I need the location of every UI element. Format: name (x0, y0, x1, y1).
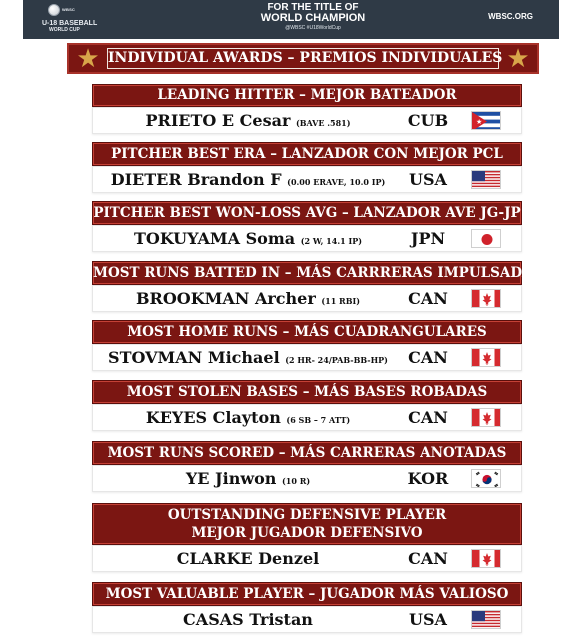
award-winner-row (92, 465, 522, 492)
logo-worldcup-text: WORLD CUP (49, 27, 80, 33)
player-stat: (2 W, 14.1 IP) (300, 236, 362, 246)
player-stat: (6 SB – 7 ATT) (286, 415, 351, 425)
star-icon: ★ (76, 44, 100, 74)
award-title (92, 84, 522, 107)
award-winner-row (92, 545, 522, 572)
award-title-text-2: MEJOR JUGADOR DEFENSIVO (191, 525, 423, 541)
player-name-text: PRIETO E Cesar (145, 111, 291, 130)
country-code: CUB (407, 111, 449, 130)
award-best-era (92, 142, 522, 193)
player-stat: (2 HR- 24/PAB-BB-HP) (285, 355, 388, 365)
player-name (93, 345, 403, 370)
award-most-home-runs (92, 320, 522, 371)
tagline-line-1: FOR THE TITLE OF (267, 2, 359, 13)
country-code: CAN (408, 289, 448, 308)
player-name-text: CLARKE Denzel (176, 549, 320, 568)
award-winner-row (92, 166, 522, 193)
award-outstanding-defensive (92, 503, 522, 572)
wbsc-u18-logo (39, 4, 119, 35)
player-name (93, 607, 403, 632)
award-title-text: LEADING HITTER – MEJOR BATEADOR (157, 87, 457, 103)
logo-u18-text: U-18 BASEBALL (42, 20, 98, 27)
player-name (93, 167, 403, 192)
player-name (93, 405, 403, 430)
award-winner-row (92, 225, 522, 252)
award-title (92, 503, 522, 545)
award-title (92, 441, 522, 465)
award-most-runs-scored (92, 441, 522, 492)
country-code: CAN (408, 348, 448, 367)
award-winner-row (92, 344, 522, 371)
award-winner-row (92, 285, 522, 312)
awards-title-band (67, 43, 539, 74)
award-most-stolen-bases (92, 380, 522, 431)
player-name-text: KEYES Clayton (145, 408, 281, 427)
award-title (92, 320, 522, 344)
usa-flag-icon (471, 170, 501, 189)
player-name-text: STOVMAN Michael (108, 348, 280, 367)
korea-flag-icon (471, 469, 501, 488)
country-code: USA (409, 610, 447, 629)
award-title-text: PITCHER BEST WON-LOSS AVG – LANZADOR AVE JG-JP (93, 205, 521, 221)
player-name-text: CASAS Tristan (183, 610, 313, 629)
award-leading-hitter (92, 84, 522, 134)
baseball-icon (48, 4, 60, 16)
player-name-text: DIETER Brandon F (110, 170, 282, 189)
award-title (92, 380, 522, 404)
canada-flag-icon (471, 289, 501, 308)
player-name (93, 286, 403, 311)
canada-flag-icon (471, 348, 501, 367)
cuba-flag-icon (471, 111, 501, 130)
award-title-text: MOST VALUABLE PLAYER – JUGADOR MÁS VALIOSO (105, 586, 509, 602)
award-title-text: MOST RUNS SCORED – MÁS CARRERAS ANOTADAS (107, 445, 507, 461)
canada-flag-icon (471, 549, 501, 568)
award-most-rbi (92, 261, 543, 312)
award-title-text: MOST RUNS BATTED IN – MÁS CARRRERAS IMPULSADAS (93, 265, 543, 281)
player-name (93, 226, 403, 251)
country-code: KOR (407, 469, 449, 488)
page-title: INDIVIDUAL AWARDS – PREMIOS INDIVIDUALES (107, 48, 499, 69)
country-code: CAN (408, 549, 448, 568)
award-best-won-loss (92, 201, 522, 252)
banner-tagline (243, 2, 383, 32)
usa-flag-icon (471, 610, 501, 629)
award-winner-row (92, 404, 522, 431)
award-title-text: OUTSTANDING DEFENSIVE PLAYER (167, 507, 447, 523)
player-name-text: YE Jinwon (185, 469, 277, 488)
award-title (92, 201, 522, 225)
country-code: CAN (408, 408, 448, 427)
player-stat: (10 R) (281, 476, 311, 486)
player-name-text: BROOKMAN Archer (136, 289, 316, 308)
award-winner-row (92, 606, 522, 633)
japan-flag-icon (471, 229, 501, 248)
top-banner (23, 0, 559, 39)
svg-text:★: ★ (476, 118, 483, 126)
award-title-text: MOST HOME RUNS – MÁS CUADRANGULARES (127, 324, 487, 340)
award-title-text: PITCHER BEST ERA – LANZADOR CON MEJOR PCL (111, 146, 503, 162)
player-name (93, 546, 403, 571)
country-code: JPN (410, 229, 446, 248)
award-most-valuable-player (92, 582, 522, 633)
logo-wbsc-text: WBSC (62, 7, 76, 12)
tagline-line-2: WORLD CHAMPION (260, 12, 366, 24)
player-name (93, 108, 403, 133)
award-title (92, 261, 543, 285)
site-url: WBSC.ORG (488, 12, 533, 21)
country-code: USA (409, 170, 447, 189)
star-icon: ★ (506, 44, 530, 74)
award-title (92, 582, 522, 606)
player-name (93, 466, 403, 491)
award-title-text: MOST STOLEN BASES – MÁS BASES ROBADAS (126, 384, 488, 400)
award-winner-row (92, 107, 522, 134)
player-name-text: TOKUYAMA Soma (133, 229, 296, 248)
player-stat: (BAVE .581) (295, 118, 351, 128)
tagline-social: @WBSC #U18WorldCup (285, 25, 341, 31)
player-stat: (0.00 ERAVE, 10.0 IP) (287, 177, 386, 187)
player-stat: (11 RBI) (321, 296, 360, 306)
canada-flag-icon (471, 408, 501, 427)
award-title (92, 142, 522, 166)
